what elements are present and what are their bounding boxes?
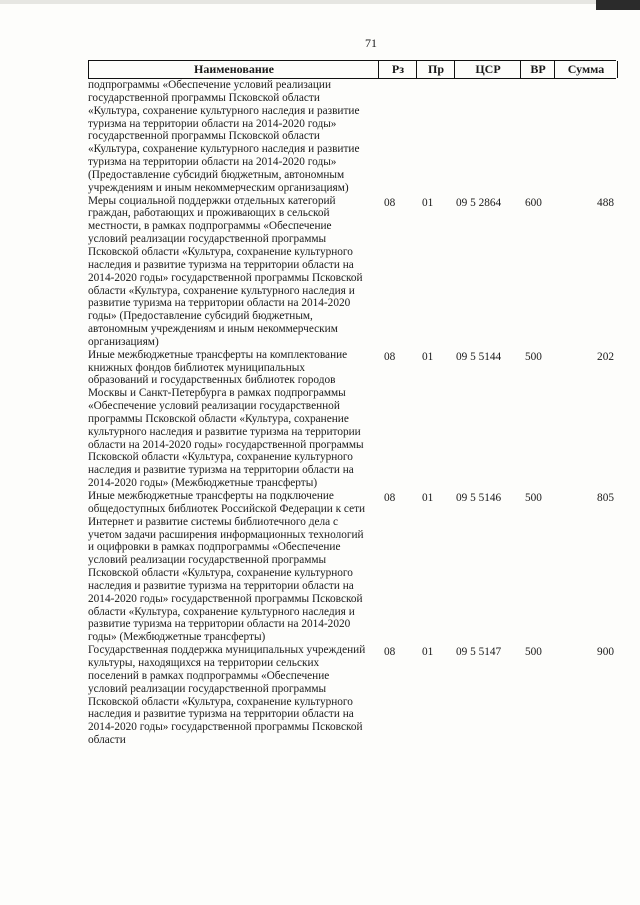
budget-table (88, 60, 616, 747)
row-rz: 08 (384, 492, 396, 504)
row-vr: 600 (525, 196, 542, 209)
row-name: подпрограммы «Обеспечение условий реализации государственной программы Псковской области «Культура, сохранение культурного наследия и развитие туризма на территории области на 2014-2020 годы» государственной программы Псковской области «Культура, сохранение культурного наследия и развитие туризма на территории области на 2014-2020 годы» (Предоставление субсидий бюджетным, автономным учреждениям и иным некоммерческим организациям) (88, 79, 360, 194)
row-rz: 08 (384, 350, 396, 363)
row-vr: 500 (525, 646, 542, 659)
row-name: Меры социальной поддержки отдельных категорий граждан, работающих и проживающих в сельской местности, в рамках подпрограммы «Обеспечение условий реализации государственной программы Псковской области «Культура, сохранение культурного наследия и развитие туризма на территории области на 2014-2020 годы» государственной программы Псковской области «Культура, сохранение культурного наследия и развитие туризма на территории области на 2014-2020 годы» (Предоставление субсидий бюджетным, автономным учреждениям и иным некоммерческим организациям) (88, 194, 363, 348)
scan-edge (0, 0, 640, 4)
header-pr: Пр (416, 61, 455, 78)
row-csr: 09 5 5147 (456, 646, 502, 659)
row-rz: 08 (384, 196, 396, 209)
row-vr: 500 (525, 492, 542, 504)
row-pr: 01 (422, 350, 434, 363)
row-name: Иные межбюджетные трансферты на подключение общедоступных библиотек Российской Федерации к сети Интернет и развитие системы библиотечного дела с учетом задачи расширения информационных технологий и оцифровки в рамках подпрограммы «Обеспечение условий реализации государственной программы Псковской области «Культура, сохранение культурного наследия и развитие туризма на территории области на 2014-2020 годы» государственной программы Псковской области «Культура, сохранение культурного наследия и развитие туризма на территории области на 2014-2020 годы» (Межбюджетные трансферты) (88, 490, 366, 644)
table-row (88, 195, 616, 349)
row-csr: 09 5 2864 (456, 196, 502, 209)
row-rz: 08 (384, 646, 396, 659)
header-sum: Сумма (554, 61, 618, 78)
row-vr: 500 (525, 350, 542, 363)
row-pr: 01 (422, 492, 434, 504)
table-row (88, 79, 616, 195)
page-number: 71 (365, 36, 377, 50)
row-sum: 202 (597, 350, 614, 363)
row-csr: 09 5 5146 (456, 492, 502, 504)
header-vr: ВР (520, 61, 555, 78)
row-name: Государственная поддержка муниципальных учреждений культуры, находящихся на территории сельских поселений в рамках подпрограммы «Обеспечение условий реализации государственной программы Псковской области «Культура, сохранение культурного наследия и развитие туризма на территории области на 2014-2020 годы» государственной программы Псковской области (88, 644, 366, 747)
table-header (88, 60, 616, 79)
row-sum: 900 (597, 646, 614, 659)
row-name: Иные межбюджетные трансферты на комплектование книжных фондов библиотек муниципальных образований и государственных библиотек городов Москвы и Санкт-Петербурга в рамках подпрограммы «Обеспечение условий реализации государственной программы Псковской области «Культура, сохранение культурного наследия и развитие туризма на территории области на 2014-2020 годы» государственной программы Псковской области «Культура, сохранение культурного наследия и развитие туризма на территории области на 2014-2020 годы» (Межбюджетные трансферты) (88, 348, 364, 490)
header-rz: Рз (378, 61, 417, 78)
row-csr: 09 5 5144 (456, 350, 502, 363)
row-pr: 01 (422, 196, 434, 209)
row-sum: 488 (597, 196, 614, 209)
row-pr: 01 (422, 646, 434, 659)
table-row (88, 490, 616, 644)
table-row (88, 644, 616, 747)
table-row (88, 349, 616, 490)
row-sum: 805 (597, 492, 614, 504)
header-name: Наименование (88, 61, 379, 78)
header-csr: ЦСР (454, 61, 521, 78)
scan-mark (596, 0, 640, 10)
